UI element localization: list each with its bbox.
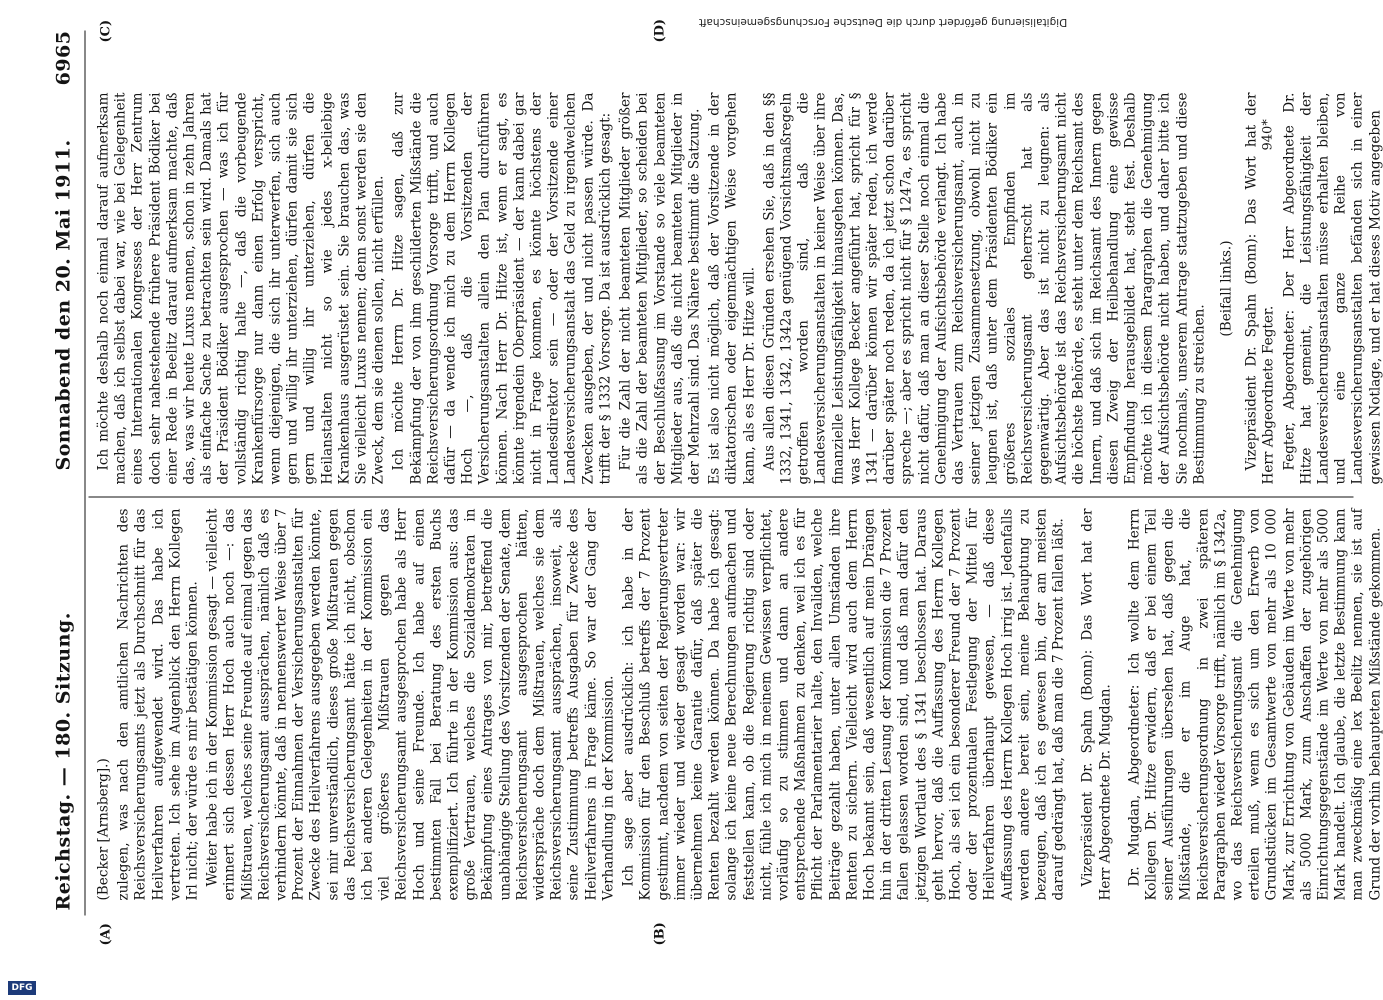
- paragraph: Ich möchte Herrn Dr. Hitze sagen, daß zur Bekämpfung der von ihm geschilderten Mißstände die Reichsversicherungsordnung Vorsorge trifft, und auch dafür — da wende ich mich zu dem Herrn Kollegen Hoch —, daß die Vorsitzenden der Versicherungsanstalten allein den Plan durchführen können. Nach Herr Dr. Hitze ist, wenn er sagt, es könnte irgendein Oberpräsident — der kann dabei gar nicht in Frage kommen, es könnte höchstens der Landesdirektor sein — oder der Vorsitzende einer Landesversicherungsanstalt das Geld zu irgendwelchen Zwecken ausgeben, der und nicht passen würde. Da trifft der § 1332 Vorsorge. Da ist ausdrücklich gesagt:: [390, 92, 613, 484]
- speaker-paragraph: Vizepräsident Dr. Spahn (Bonn): Das Wort hat der Herr Abgeordnete Fegter.: [1243, 92, 1277, 484]
- paragraph: Weiter habe ich in der Kommission gesagt — vielleicht erinnert sich dessen Herr Hoch auch noch —: das Mißtrauen, welches seine Freunde auf einmal gegen das Reichsversicherungsamt aussprächen, nämlich daß es verhindern könnte, daß in nennenswerter Weise über 7 Prozent der Einnahmen der Versicherungsanstalten für Zwecke des Heilverfahrens ausgegeben werden könnte, sei mir unverständlich, dieses große Mißtrauen gegen das Reichsversicherungsamt hätte ich nicht, obschon ich bei anderen Gelegenheiten in der Kommission ein viel größeres Mißtrauen gegen das Reichsversicherungsamt ausgesprochen habe als Herr Hoch und seine Freunde. Ich habe auf einen bestimmten Fall bei Beratung des ersten Buchs exemplifiziert. Ich führte in der Kommission aus: das große Vertrauen, welches die Sozialdemokraten in Bekämpfung eines Antrages von mir, betreffend die unabhängige Stellung des Vorsitzenden der Senate, dem Reichsversicherungsamt ausgesprochen hätten, widerspräche doch dem Mißtrauen, welches sie dem Reichsversicherungsamt aussprächen, insoweit, als seine Zustimmung betreffs Ausgaben für Zwecke des Heilverfahrens in Frage käme. So war der Gang der Verhandlung in der Kommission.: [204, 508, 616, 900]
- speaker-note: (Becker [Arnsberg].): [95, 757, 111, 900]
- page-header: [52, 30, 82, 910]
- header-page-number: 6965: [52, 30, 74, 85]
- header-rule: [84, 30, 85, 915]
- header-date: Sonnabend den 20. Mai 1911.: [52, 138, 74, 470]
- margin-mark-d: (D): [652, 18, 667, 42]
- paragraph: Es ist also nicht möglich, daß der Vorsitzende in der diktatorischen oder eigenmächtigen Weise vorgehen kann, als es Herr Dr. Hitze will.: [706, 92, 757, 484]
- speaker-paragraph: Vizepräsident Dr. Spahn (Bonn): Das Wort hat der Herr Abgeordnete Dr. Mugdan.: [1079, 508, 1113, 900]
- speaker-paragraph: Fegter, Abgeordneter: Der Herr Abgeordnete Dr. Hitze hat gemeint, die Leistungsfähigkeit der Landesversicherungsanstalten müsse erhalten bleiben, und eine ganze Reihe von Landesversicherungsanstalten befänden sich in einer gewissen Notlage, und er hat dieses Motiv angegeben: [1280, 92, 1383, 484]
- margin-mark-a: (A): [98, 922, 113, 945]
- paragraph: Ich möchte deshalb noch einmal darauf aufmerksam machen, daß ich selbst dabei war, wie bei Gelegenheit eines Internationalen Kongresses der Herr Zentrum doch sehr nahestehende frühere Präsident Bödiker bei einer Rede in Beelitz darauf aufmerksam machte, daß das, was wir heute Luxus nennen, schon in zehn Jahren als einfache Sache zu betrachten sein wird. Damals hat der Präsident Bödiker ausgesprochen — was ich für vollständig richtig halte —, daß die vorbeugende Krankenfürsorge nur dann einen Erfolg verspricht, wenn diejenigen, die sich ihr unterwerfen, sich auch gern und willig ihr unterziehen, dürfen damit sie sich gern und willig ihr unterziehen, dürfen die Heilanstalten nicht so wie jedes x-beliebige Krankenhaus ausgerüstet sein. Sie brauchen das, was Sie vielleicht Luxus nennen; denn sonst werden sie den Zweck, dem sie dienen sollen, nicht erfüllen.: [95, 92, 387, 484]
- signature-mark: 940*: [1260, 118, 1275, 150]
- column-divider: [88, 496, 1353, 497]
- digitization-note: Digitalisierung gefördert durch die Deutsche Forschungsgemeinschaft: [698, 16, 1068, 28]
- left-column: [95, 508, 1383, 900]
- speaker-paragraph: Dr. Mugdan, Abgeordneter: Ich wollte dem Herrn Kollegen Dr. Hitze erwidern, daß er bei einem Teil seiner Ausführungen übersehen hat, daß gegen die Mißstände, die er im Auge hat, die Reichsversicherungsordnung in zwei späteren Paragraphen wieder Vorsorge trifft, nämlich im § 1342a, wo das Reichsversicherungsamt die Genehmigung erteilen muß, wenn es sich um den Erwerb von Grundstücken im Gesamtwerte von mehr als 10 000 Mark, zur Errichtung von Gebäuden im Werte von mehr als 5000 Mark, zum Anschaffen der zugehörigen Einrichtungsgegenstände im Werte von mehr als 5000 Mark handelt. Ich glaube, die letzte Bestimmung kann man zweckmäßig eine lex Beelitz nennen, sie ist auf Grund der vorhin behaupteten Mißstände gekommen.: [1125, 508, 1383, 900]
- header-session: Reichstag. — 180. Sitzung.: [52, 611, 74, 910]
- right-column: [95, 92, 1383, 484]
- dfg-logo: DFG: [8, 981, 36, 995]
- margin-mark-c: (C): [98, 19, 113, 42]
- paragraph: Ich sage aber ausdrücklich: ich habe in der Kommission für den Beschluß betreffs der 7 Prozent gestimmt, nachdem von seiten der Regierungsvertreter immer wieder und wieder gesagt worden war: wir übernehmen keine Garantie dafür, daß später die Renten bezahlt werden können. Da habe ich gesagt: solange ich keine neue Berechnungen aufmachen und feststellen kann, ob die Regierung richtig sind oder nicht, fühle ich mich in meinem Gewissen verpflichtet, vorläufig so zu stimmen und dann an andere entsprechende Maßnahmen zu denken, weil ich es für Pflicht der Parlamentarier halte, den Invaliden, welche Beiträge gezahlt haben, unter allen Umständen ihre Renten zu sichern. Vielleicht wird auch dem Herrn Hoch bekannt sein, daß wesentlich auf mein Drängen hin in der dritten Lesung der Kommission die 7 Prozent fallen gelassen worden sind, und daß man dafür den jetzigen Wortlaut des § 1341 beschlossen hat. Daraus geht hervor, daß die Auffassung des Herrn Kollegen Hoch, als sei ich ein besonderer Freund der 7 Prozent oder der prozentualen Festlegung der Mittel für Heilverfahren überhaupt gewesen, — daß diese Auffassung des Herrn Kollegen Hoch irrig ist. Jedenfalls werden andere bereit sein, meine Behauptung zu bezeugen, daß ich es gewesen bin, der am meisten darauf gedrängt hat, daß man die 7 Prozent fallen läßt.: [620, 508, 1067, 900]
- margin-mark-b: (B): [652, 921, 667, 945]
- paragraph: zulegen, was nach den amtlichen Nachrichten des Reichsversicherungsamts jetzt als Durchschnitt für das Heilverfahren aufgewendet wird. Das habe ich vertreten. Ich sehe im Augenblick den Herrn Kollegen Irl nicht; der würde es mir bestätigen können.: [115, 508, 201, 900]
- quotation: Für die Zahl der nicht beamteten Mitglieder größer als die Zahl der beamteten Mitglieder, so scheiden bei der Beschlußfassung im Vorstande so viele beamteten Mitglieder aus, daß die nicht beamteten Mitglieder in der Mehrzahl sind. Das Nähere bestimmt die Satzung.: [617, 92, 702, 484]
- paragraph: Aus allen diesen Gründen ersehen Sie, daß in den §§ 1332, 1341, 1342, 1342a genügend Vorsichtsmaßregeln getroffen worden sind, daß die Landesversicherungsanstalten in keiner Weise über ihre finanzielle Leistungsfähigkeit hinausgehen können. Das, was Herr Kollege Becker angeführt hat, spricht für § 1341 — darüber können wir später reden, ich werde darüber später noch reden, da ich jetzt schon darüber spreche —; aber es spricht nicht für § 1247a, es spricht nicht dafür, daß man an dieser Stelle noch einmal die Genehmigung der Aufsichtsbehörde verlangt. Ich habe das Vertrauen zum Reichsversicherungsamt, auch in seiner jetzigen Zusammensetzung, obwohl nicht zu leugnen ist, daß unter dem Präsidenten Bödiker ein größeres soziales Empfinden im Reichsversicherungsamt geherrscht hat als gegenwärtig. Aber das ist nicht zu leugnen: als Aufsichtsbehörde ist das Reichsversicherungsamt nicht die höchste Behörde, es steht unter dem Reichsamt des Innern, und daß sich im Reichsamt des Innern gegen diesen Zweig der Heilbehandlung eine gewisse Empfindung herausgebildet hat, steht fest. Deshalb möchte ich in diesem Paragraphen die Genehmigung der Aufsichtsbehörde nicht haben, und daher bitte ich Sie nochmals, unserem Antrage stattzugeben und diese Bestimmung zu streichen.: [760, 92, 1207, 484]
- applause-note: (Beifall links.): [1218, 239, 1234, 337]
